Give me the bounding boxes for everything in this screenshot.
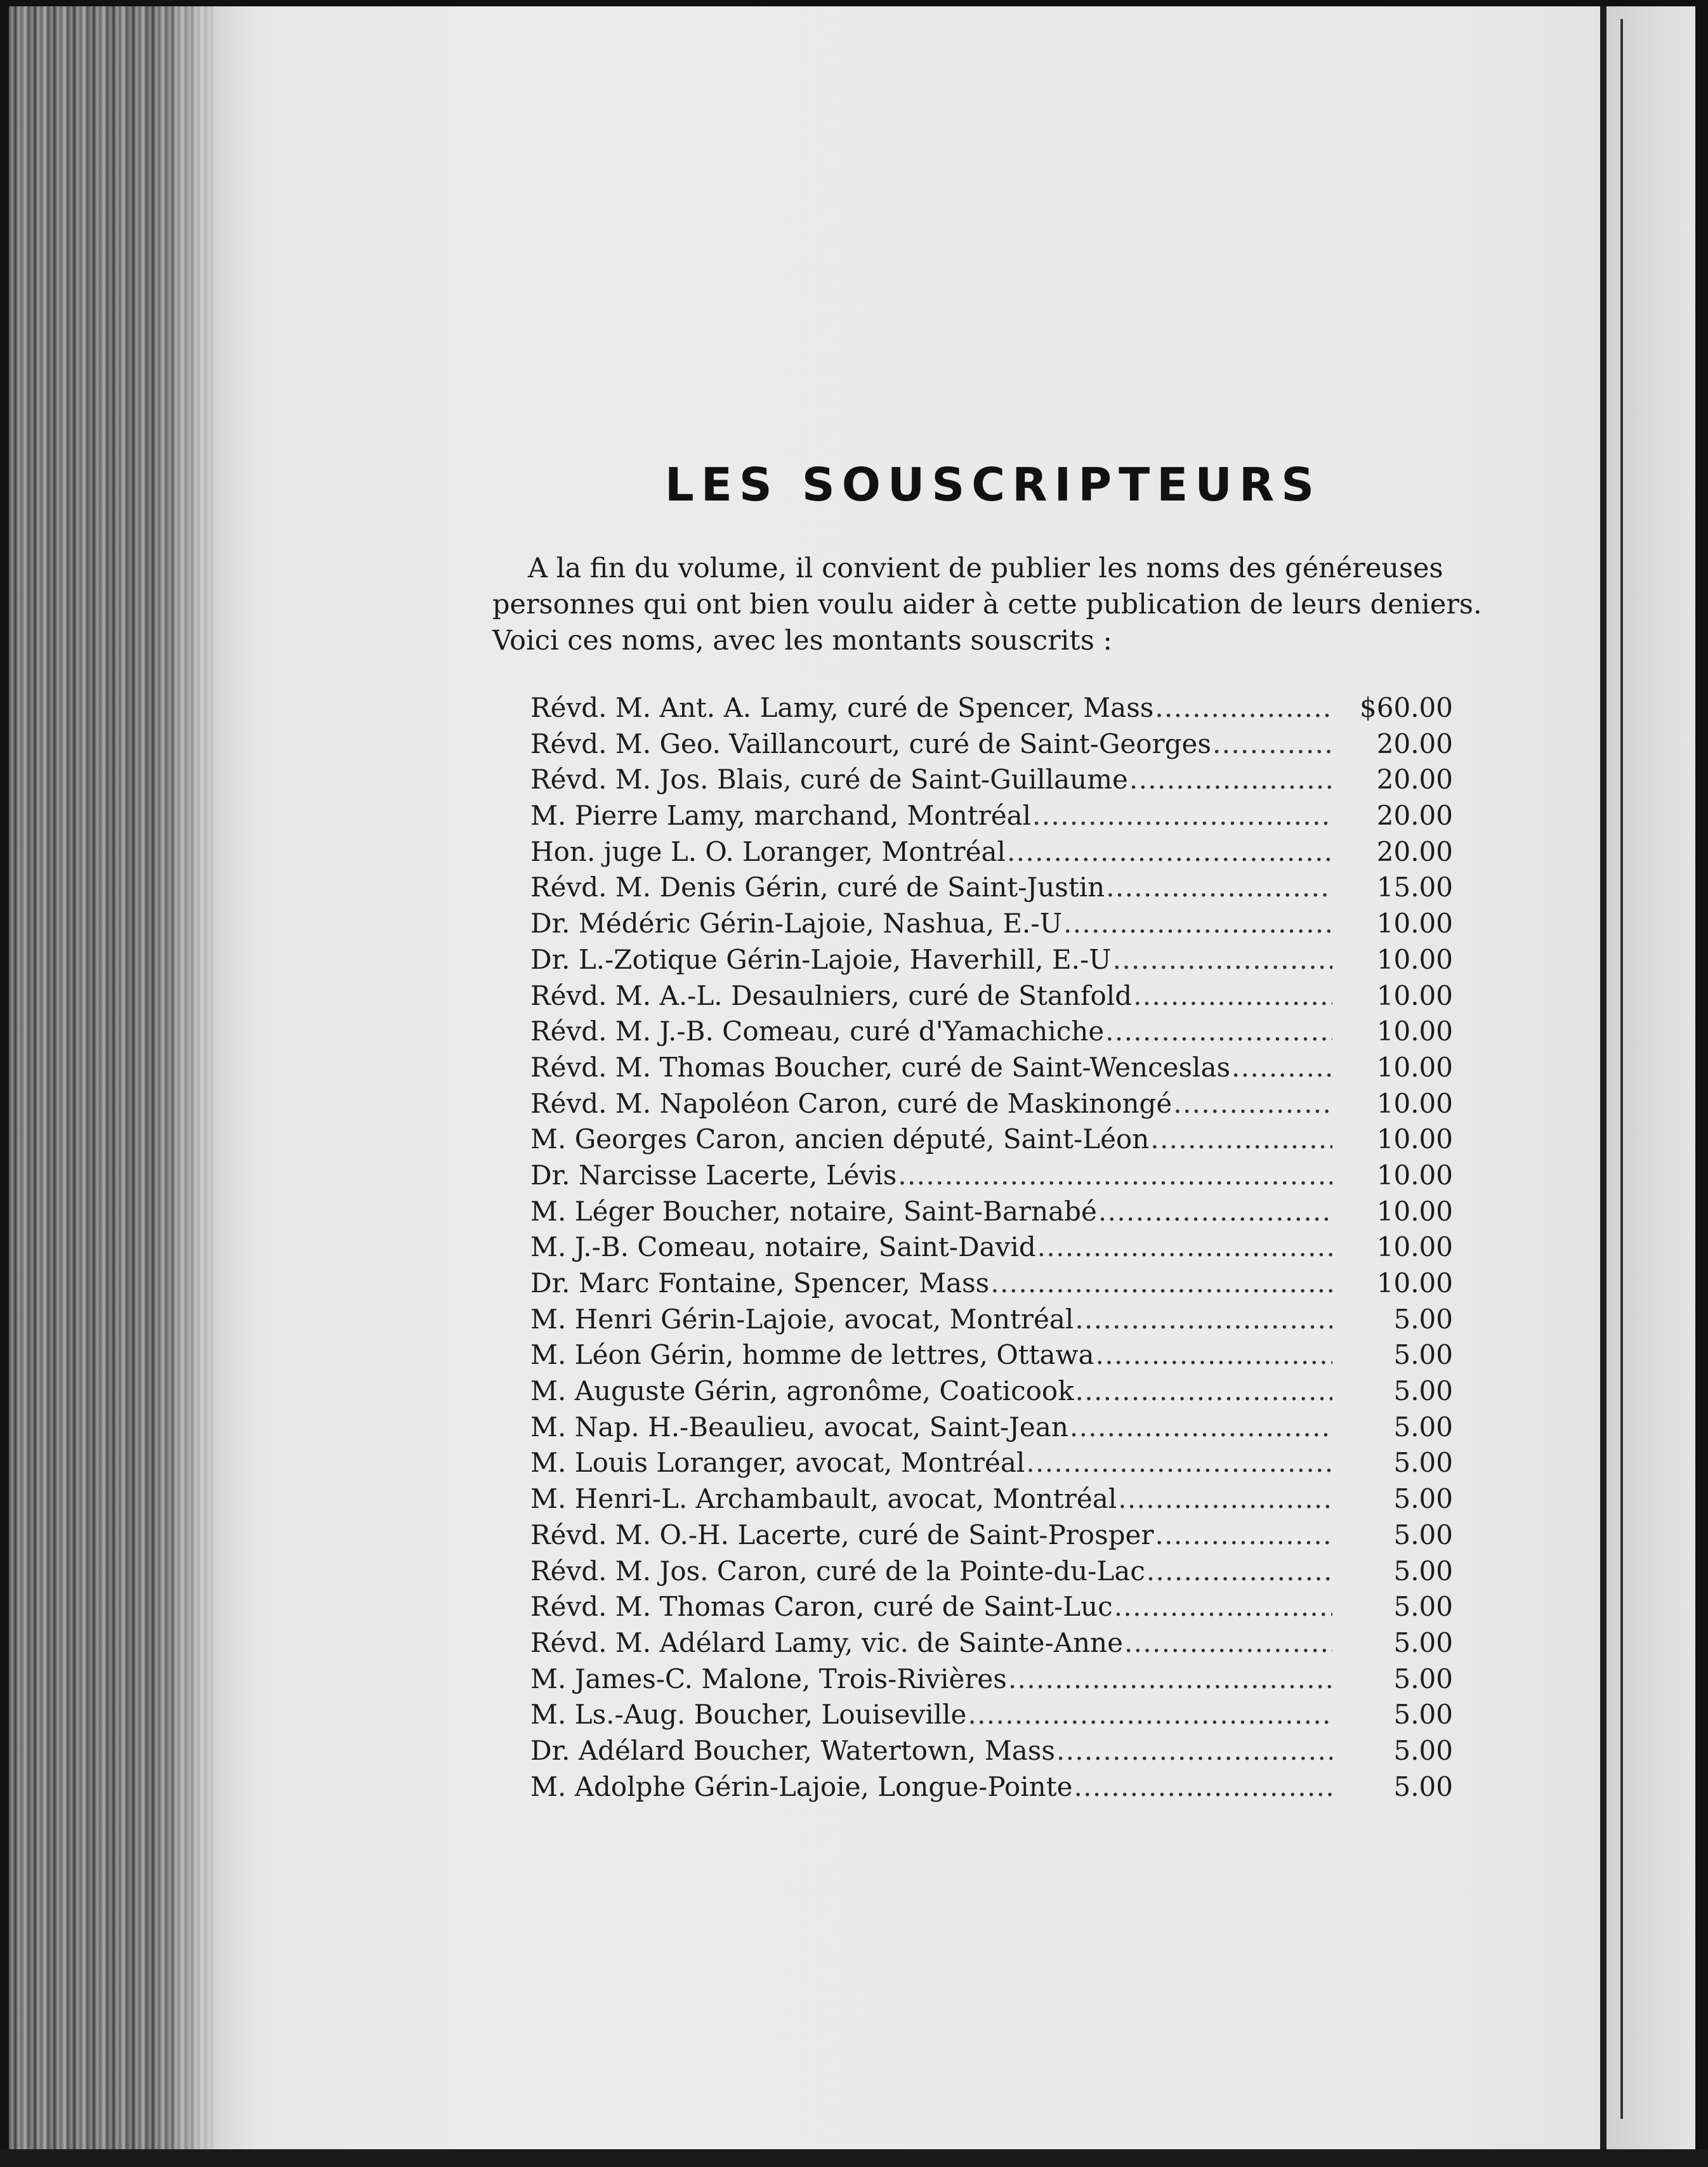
subscriber-name: Révd. M. O.-H. Lacerte, curé de Saint-Prosper <box>530 1519 1154 1550</box>
subscriber-amount: 20.00 <box>1376 835 1453 867</box>
dot-leader <box>1008 1661 1332 1698</box>
subscriber-row <box>530 1122 1457 1158</box>
subscriber-amount: 5.00 <box>1393 1627 1453 1658</box>
subscriber-amount: 20.00 <box>1376 800 1453 832</box>
page-title: LES SOUSCRIPTEURS <box>664 458 1322 511</box>
subscriber-amount: 10.00 <box>1376 1195 1453 1227</box>
subscriber-row <box>530 870 1457 906</box>
subscriber-row <box>530 1229 1457 1266</box>
subscriber-name: M. Léon Gérin, homme de lettres, Ottawa <box>530 1339 1094 1371</box>
subscriber-name: Dr. L.-Zotique Gérin-Lajoie, Haverhill, E.-U <box>530 943 1112 975</box>
subscriber-row <box>530 906 1457 942</box>
subscriber-name: Révd. M. Adélard Lamy, vic. de Sainte-Anne <box>530 1627 1123 1658</box>
dot-leader <box>1118 1481 1332 1517</box>
subscriber-row <box>530 1410 1457 1446</box>
subscriber-name: Révd. M. J.-B. Comeau, curé d'Yamachiche <box>530 1016 1105 1047</box>
subscriber-row <box>530 1733 1457 1769</box>
subscriber-name: M. J.-B. Comeau, notaire, Saint-David <box>530 1231 1036 1263</box>
subscriber-amount: 5.00 <box>1393 1734 1453 1766</box>
subscriber-name: M. Nap. H.-Beaulieu, avocat, Saint-Jean <box>530 1411 1068 1443</box>
subscriber-amount: 10.00 <box>1376 1087 1453 1119</box>
subscriber-amount: 10.00 <box>1376 1159 1453 1191</box>
subscriber-name: Révd. M. Denis Gérin, curé de Saint-Justin <box>530 872 1105 903</box>
subscriber-row <box>530 1158 1457 1194</box>
subscriber-name: Révd. M. Jos. Blais, curé de Saint-Guillaume <box>530 764 1128 795</box>
subscriber-name: Révd. M. Thomas Boucher, curé de Saint-Wenceslas <box>530 1051 1231 1083</box>
subscriber-amount: 5.00 <box>1393 1447 1453 1479</box>
dot-leader <box>1096 1337 1332 1373</box>
dot-leader <box>1150 1122 1332 1158</box>
film-frame-left <box>0 0 9 2167</box>
subscriber-name: Révd. M. Ant. A. Lamy, curé de Spencer, Mass <box>530 692 1154 723</box>
dot-leader <box>1032 798 1332 834</box>
subscriber-name: Révd. M. Napoléon Caron, curé de Maskinongé <box>530 1087 1173 1119</box>
subscriber-row <box>530 1302 1457 1338</box>
intro-line: Voici ces noms, avec les montants souscrits : <box>492 625 1112 657</box>
subscriber-row <box>530 1050 1457 1086</box>
dot-leader <box>1056 1733 1332 1769</box>
subscriber-row <box>530 1554 1457 1590</box>
subscriber-name: M. Ls.-Aug. Boucher, Louiseville <box>530 1699 967 1731</box>
dot-leader <box>1155 1517 1332 1554</box>
intro-line: A la fin du volume, il convient de publier les noms des généreuses <box>528 553 1443 584</box>
subscriber-name: M. Léger Boucher, notaire, Saint-Barnabé <box>530 1195 1097 1227</box>
subscriber-name: Dr. Marc Fontaine, Spencer, Mass <box>530 1267 990 1299</box>
subscriber-row <box>530 1086 1457 1122</box>
subscriber-amount: $60.00 <box>1360 692 1453 723</box>
subscriber-row <box>530 978 1457 1014</box>
subscriber-row <box>530 1266 1457 1302</box>
dot-leader <box>1124 1625 1332 1661</box>
subscriber-row <box>530 1373 1457 1410</box>
subscriber-row <box>530 1445 1457 1481</box>
dot-leader <box>1106 870 1332 906</box>
intro-line: personnes qui ont bien voulu aider à cette publication de leurs deniers. <box>492 589 1482 620</box>
subscriber-amount: 10.00 <box>1376 1016 1453 1047</box>
dot-leader <box>990 1266 1332 1302</box>
subscriber-row <box>530 1697 1457 1733</box>
subscriber-row <box>530 1481 1457 1517</box>
subscriber-row <box>530 690 1457 726</box>
subscriber-name: M. Georges Caron, ancien député, Saint-Léon <box>530 1123 1150 1155</box>
dot-leader <box>968 1697 1332 1733</box>
subscriber-name: M. Henri-L. Archambault, avocat, Montréal <box>530 1483 1117 1515</box>
dot-leader <box>1007 834 1332 870</box>
dot-leader <box>1155 690 1332 726</box>
subscriber-list <box>530 690 1457 1805</box>
subscriber-amount: 5.00 <box>1393 1483 1453 1515</box>
intro-paragraph <box>492 551 1495 659</box>
subscriber-name: M. Louis Loranger, avocat, Montréal <box>530 1447 1025 1479</box>
subscriber-amount: 20.00 <box>1376 728 1453 759</box>
subscriber-row <box>530 1194 1457 1230</box>
dot-leader <box>1098 1194 1332 1230</box>
dot-leader <box>1173 1086 1332 1122</box>
subscriber-row <box>530 834 1457 870</box>
subscriber-row <box>530 1625 1457 1661</box>
subscriber-name: Révd. M. A.-L. Desaulniers, curé de Stanfold <box>530 979 1133 1011</box>
subscriber-amount: 5.00 <box>1393 1375 1453 1407</box>
subscriber-row <box>530 942 1457 978</box>
facing-page-sliver <box>1606 6 1695 2149</box>
subscriber-row <box>530 1014 1457 1050</box>
subscriber-name: M. James-C. Malone, Trois-Rivières <box>530 1663 1007 1694</box>
dot-leader <box>1146 1554 1332 1590</box>
dot-leader <box>1129 762 1332 798</box>
subscriber-name: Dr. Narcisse Lacerte, Lévis <box>530 1159 897 1191</box>
subscriber-amount: 5.00 <box>1393 1339 1453 1371</box>
dot-leader <box>1026 1445 1332 1481</box>
subscriber-amount: 5.00 <box>1393 1699 1453 1731</box>
subscriber-name: Dr. Médéric Gérin-Lajoie, Nashua, E.-U <box>530 908 1062 939</box>
subscriber-amount: 5.00 <box>1393 1663 1453 1694</box>
page-gutter <box>1600 6 1606 2149</box>
subscriber-name: Dr. Adélard Boucher, Watertown, Mass <box>530 1734 1055 1766</box>
subscriber-name: M. Auguste Gérin, agronôme, Coaticook <box>530 1375 1074 1407</box>
book-page-edges-shade <box>159 6 218 2149</box>
subscriber-amount: 10.00 <box>1376 1267 1453 1299</box>
subscriber-amount: 10.00 <box>1376 908 1453 939</box>
dot-leader <box>1063 906 1332 942</box>
dot-leader <box>1105 1014 1332 1050</box>
subscriber-name: M. Adolphe Gérin-Lajoie, Longue-Pointe <box>530 1771 1073 1802</box>
dot-leader <box>1114 1589 1332 1625</box>
subscriber-amount: 20.00 <box>1376 764 1453 795</box>
subscriber-row <box>530 1337 1457 1373</box>
facing-page-rule <box>1620 19 1623 2119</box>
dot-leader <box>1075 1302 1332 1338</box>
subscriber-row <box>530 1769 1457 1805</box>
subscriber-row <box>530 726 1457 763</box>
film-frame-right <box>1695 0 1708 2167</box>
subscriber-name: M. Pierre Lamy, marchand, Montréal <box>530 800 1032 832</box>
dot-leader <box>1037 1229 1332 1266</box>
subscriber-name: Révd. M. Jos. Caron, curé de la Pointe-du-Lac <box>530 1555 1145 1587</box>
subscriber-row <box>530 1661 1457 1698</box>
subscriber-amount: 10.00 <box>1376 979 1453 1011</box>
dot-leader <box>1113 942 1332 978</box>
subscriber-amount: 5.00 <box>1393 1303 1453 1335</box>
dot-leader <box>1232 1050 1332 1086</box>
subscriber-amount: 5.00 <box>1393 1771 1453 1802</box>
film-frame-bottom <box>0 2149 1708 2167</box>
dot-leader <box>1212 726 1332 763</box>
subscriber-name: M. Henri Gérin-Lajoie, avocat, Montréal <box>530 1303 1074 1335</box>
dot-leader <box>1133 978 1332 1014</box>
subscriber-amount: 5.00 <box>1393 1555 1453 1587</box>
subscriber-amount: 10.00 <box>1376 943 1453 975</box>
dot-leader <box>1074 1769 1332 1805</box>
subscriber-amount: 10.00 <box>1376 1231 1453 1263</box>
subscriber-row <box>530 762 1457 798</box>
subscriber-amount: 5.00 <box>1393 1519 1453 1550</box>
subscriber-amount: 5.00 <box>1393 1591 1453 1623</box>
subscriber-name: Révd. M. Thomas Caron, curé de Saint-Luc <box>530 1591 1113 1623</box>
subscriber-amount: 15.00 <box>1376 872 1453 903</box>
subscriber-name: Hon. juge L. O. Loranger, Montréal <box>530 835 1006 867</box>
subscriber-amount: 10.00 <box>1376 1123 1453 1155</box>
subscriber-row <box>530 1517 1457 1554</box>
dot-leader <box>1070 1410 1332 1446</box>
subscriber-name: Révd. M. Geo. Vaillancourt, curé de Saint-Georges <box>530 728 1211 759</box>
subscriber-amount: 5.00 <box>1393 1411 1453 1443</box>
film-frame-top <box>0 0 1708 6</box>
subscriber-amount: 10.00 <box>1376 1051 1453 1083</box>
dot-leader <box>1075 1373 1332 1410</box>
subscriber-row <box>530 798 1457 834</box>
dot-leader <box>898 1158 1332 1194</box>
subscriber-row <box>530 1589 1457 1625</box>
